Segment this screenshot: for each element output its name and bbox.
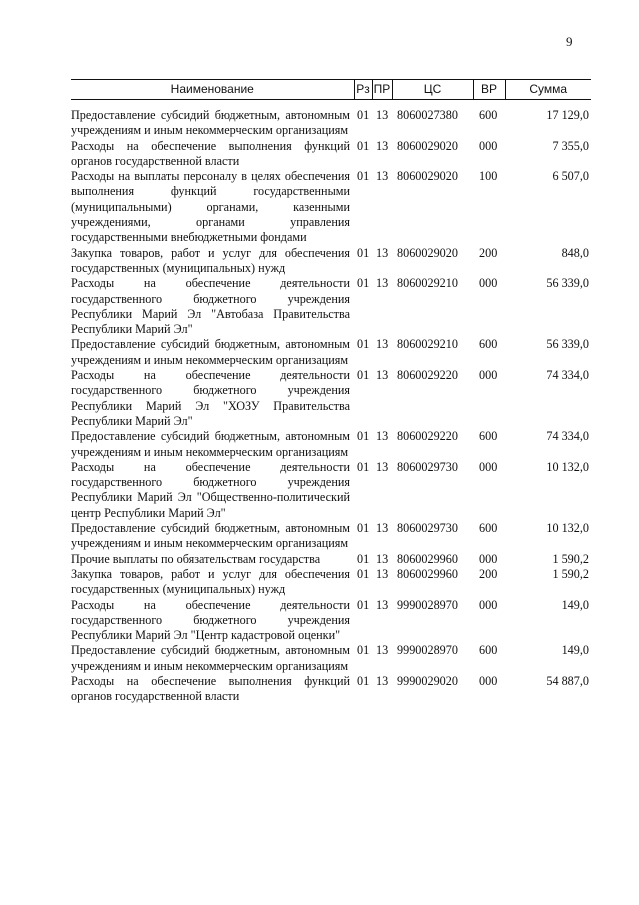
cell-cs: 8060029730 — [397, 521, 458, 536]
header-sum: Сумма — [505, 80, 591, 100]
cell-pr: 13 — [376, 337, 389, 352]
cell-rz: 01 — [357, 276, 370, 291]
header-name: Наименование — [71, 80, 354, 100]
cell-sum: 149,0 — [561, 597, 589, 612]
cell-name: Закупка товаров, работ и услуг для обеспечения государственных (муниципальных) нужд — [71, 566, 350, 597]
cell-cs: 9990028970 — [397, 643, 458, 658]
cell-rz: 01 — [357, 551, 370, 566]
cell-rz: 01 — [357, 429, 370, 444]
cell-sum: 74 334,0 — [546, 368, 589, 383]
table-row — [71, 139, 591, 170]
cell-cs: 9990028970 — [397, 597, 458, 612]
cell-vr: 600 — [479, 108, 498, 122]
cell-sum: 54 887,0 — [546, 673, 589, 688]
cell-pr: 13 — [376, 169, 389, 184]
cell-vr: 000 — [479, 551, 498, 566]
table-row — [71, 368, 591, 429]
cell-vr: 000 — [479, 276, 498, 291]
cell-rz: 01 — [357, 566, 370, 581]
table-header — [71, 80, 591, 109]
header-rz: Рз — [354, 80, 372, 100]
cell-name: Расходы на обеспечение деятельности государственного бюджетного учреждения Республики Марий Эл "Автобаза Правительства Республики Марий Эл" — [71, 276, 350, 337]
cell-vr: 600 — [479, 643, 498, 658]
cell-vr: 600 — [479, 521, 498, 536]
table-row — [71, 169, 591, 245]
table-row — [71, 337, 591, 368]
table-row — [71, 674, 591, 705]
cell-pr: 13 — [376, 597, 389, 612]
cell-name: Предоставление субсидий бюджетным, автономным учреждениям и иным некоммерческим организациям — [71, 108, 350, 138]
cell-name: Расходы на обеспечение выполнения функций органов государственной власти — [71, 138, 350, 168]
cell-sum: 17 129,0 — [546, 108, 589, 122]
cell-pr: 13 — [376, 138, 389, 153]
cell-pr: 13 — [376, 245, 389, 260]
header-cs: ЦС — [392, 80, 473, 100]
cell-cs: 8060029960 — [397, 566, 458, 581]
cell-sum: 149,0 — [561, 643, 589, 658]
cell-rz: 01 — [357, 108, 370, 122]
table-row — [71, 276, 591, 337]
cell-pr: 13 — [376, 551, 389, 566]
page-number: 9 — [566, 34, 573, 49]
cell-vr: 600 — [479, 429, 498, 444]
cell-pr: 13 — [376, 276, 389, 291]
cell-vr: 200 — [479, 566, 498, 581]
cell-vr: 000 — [479, 138, 498, 153]
cell-rz: 01 — [357, 169, 370, 184]
cell-vr: 000 — [479, 459, 498, 474]
cell-cs: 8060029210 — [397, 337, 458, 352]
header-vr: ВР — [473, 80, 505, 100]
cell-cs: 8060029960 — [397, 551, 458, 566]
cell-rz: 01 — [357, 337, 370, 352]
cell-name: Предоставление субсидий бюджетным, автономным учреждениям и иным некоммерческим организациям — [71, 643, 350, 673]
cell-pr: 13 — [376, 521, 389, 536]
cell-vr: 600 — [479, 337, 498, 352]
cell-name: Предоставление субсидий бюджетным, автономным учреждениям и иным некоммерческим организациям — [71, 429, 350, 459]
cell-rz: 01 — [357, 521, 370, 536]
cell-rz: 01 — [357, 245, 370, 260]
cell-cs: 8060029220 — [397, 368, 458, 383]
cell-cs: 8060027380 — [397, 108, 458, 122]
cell-name: Расходы на обеспечение выполнения функций органов государственной власти — [71, 673, 350, 704]
table-row — [71, 521, 591, 552]
cell-pr: 13 — [376, 566, 389, 581]
table-row — [71, 246, 591, 277]
table-row — [71, 567, 591, 598]
table-row — [71, 552, 591, 567]
cell-rz: 01 — [357, 673, 370, 688]
cell-sum: 6 507,0 — [552, 169, 589, 184]
cell-sum: 1 590,2 — [552, 551, 589, 566]
cell-name: Расходы на обеспечение деятельности государственного бюджетного учреждения Республики Марий Эл "Общественно-политический центр Республики Марий Эл" — [71, 459, 350, 520]
cell-cs: 8060029210 — [397, 276, 458, 291]
cell-cs: 9990029020 — [397, 673, 458, 688]
cell-name: Закупка товаров, работ и услуг для обеспечения государственных (муниципальных) нужд — [71, 245, 350, 275]
cell-sum: 10 132,0 — [546, 459, 589, 474]
cell-sum: 56 339,0 — [546, 337, 589, 352]
cell-cs: 8060029730 — [397, 459, 458, 474]
cell-name: Предоставление субсидий бюджетным, автономным учреждениям и иным некоммерческим организациям — [71, 521, 350, 551]
table-row — [71, 598, 591, 644]
cell-vr: 000 — [479, 368, 498, 383]
cell-vr: 100 — [479, 169, 498, 184]
cell-cs: 8060029020 — [397, 138, 458, 153]
cell-pr: 13 — [376, 429, 389, 444]
header-pr: ПР — [372, 80, 392, 100]
cell-name: Расходы на выплаты персоналу в целях обеспечения выполнения функций государственными (муниципальными) органами, казенными учреждениями, органами управления государственными внебюджетными фондами — [71, 169, 350, 245]
cell-pr: 13 — [376, 643, 389, 658]
table-body — [71, 108, 591, 705]
table-row — [71, 460, 591, 521]
cell-sum: 10 132,0 — [546, 521, 589, 536]
cell-vr: 000 — [479, 673, 498, 688]
table-row — [71, 108, 591, 139]
budget-table — [71, 79, 591, 705]
cell-sum: 74 334,0 — [546, 429, 589, 444]
cell-name: Расходы на обеспечение деятельности государственного бюджетного учреждения Республики Марий Эл "ХОЗУ Правительства Республики Марий Эл" — [71, 368, 350, 428]
cell-sum: 7 355,0 — [552, 138, 589, 153]
cell-sum: 848,0 — [561, 245, 589, 260]
cell-rz: 01 — [357, 368, 370, 383]
cell-cs: 8060029220 — [397, 429, 458, 444]
cell-cs: 8060029020 — [397, 169, 458, 184]
cell-pr: 13 — [376, 459, 389, 474]
cell-vr: 200 — [479, 245, 498, 260]
cell-rz: 01 — [357, 459, 370, 474]
cell-name: Прочие выплаты по обязательствам государства — [71, 551, 321, 566]
cell-sum: 56 339,0 — [546, 276, 589, 291]
cell-rz: 01 — [357, 643, 370, 658]
table-row — [71, 429, 591, 460]
cell-sum: 1 590,2 — [552, 566, 589, 581]
cell-name: Расходы на обеспечение деятельности государственного бюджетного учреждения Республики Марий Эл "Центр кадастровой оценки" — [71, 597, 350, 643]
cell-pr: 13 — [376, 108, 389, 122]
cell-vr: 000 — [479, 597, 498, 612]
cell-cs: 8060029020 — [397, 245, 458, 260]
cell-name: Предоставление субсидий бюджетным, автономным учреждениям и иным некоммерческим организациям — [71, 337, 350, 367]
cell-rz: 01 — [357, 597, 370, 612]
cell-pr: 13 — [376, 368, 389, 383]
cell-pr: 13 — [376, 673, 389, 688]
table-row — [71, 643, 591, 674]
cell-rz: 01 — [357, 138, 370, 153]
